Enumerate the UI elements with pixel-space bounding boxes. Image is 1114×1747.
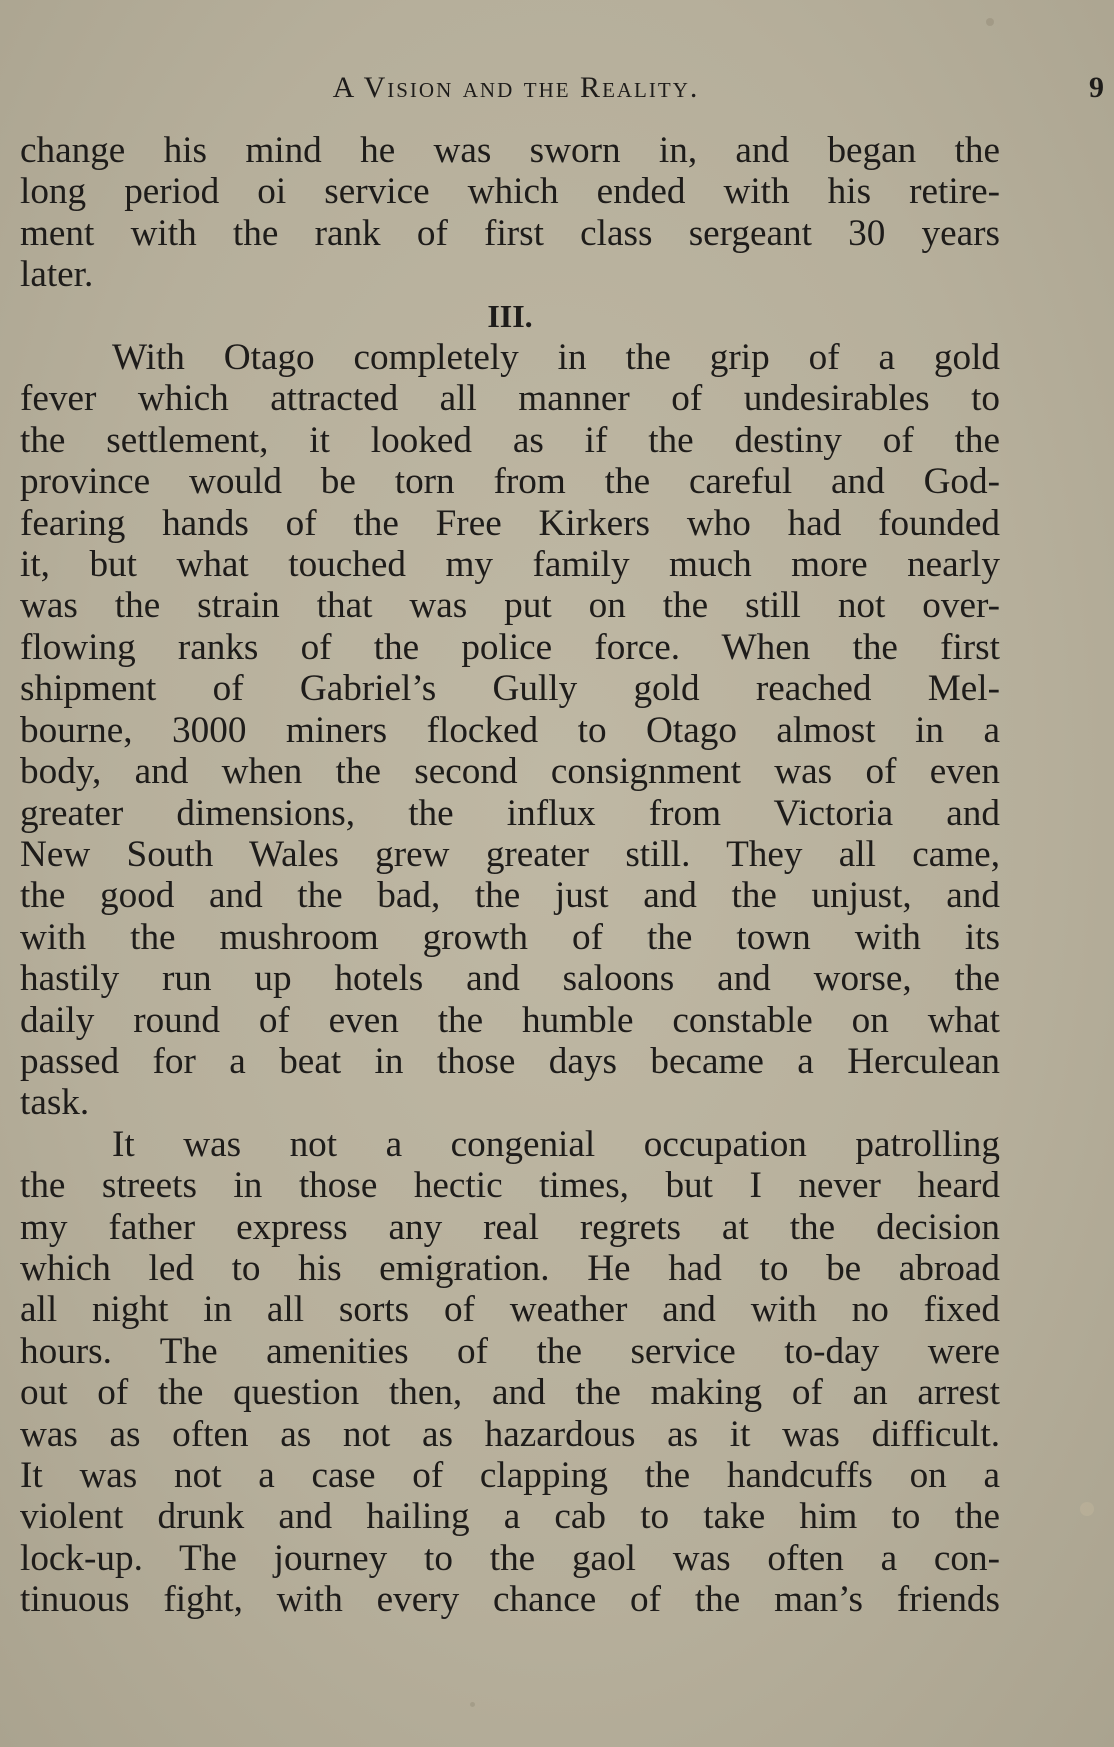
paragraph-1 [20,130,1000,296]
running-title: A Vision and the Reality. [332,71,700,104]
text-line: task. [20,1082,90,1124]
paper-speck [986,18,994,26]
text-line: the streets in those hectic times, but I never heard [20,1165,1000,1207]
text-line: my father express any real regrets at the decision [20,1206,1000,1248]
text-line: ment with the rank of first class sergeant 30 years [20,212,1000,254]
text-line: fever which attracted all manner of undesirables to [20,378,1000,420]
text-line: province would be torn from the careful and God- [20,461,1000,503]
text-line: hastily run up hotels and saloons and worse, the [20,958,1000,1000]
text-line: New South Wales grew greater still. They all came, [20,833,1000,875]
section-heading: III. [487,297,533,334]
text-line: With Otago completely in the grip of a gold [112,337,1000,379]
body-text [20,130,1000,1621]
text-line: it, but what touched my family much more nearly [20,544,1000,586]
text-line: greater dimensions, the influx from Victoria and [20,792,1000,834]
text-line: lock-up. The journey to the gaol was often a con- [20,1537,1000,1579]
text-line: passed for a beat in those days became a Herculean [20,1040,1000,1082]
text-line: It was not a congenial occupation patrolling [112,1123,1000,1165]
text-line: with the mushroom growth of the town with its [20,916,1000,958]
text-line: tinuous fight, with every chance of the man’s friends [20,1579,1000,1621]
text-line: shipment of Gabriel’s Gully gold reached Mel- [20,668,1000,710]
paper-speck [470,1702,475,1707]
page-number: 9 [1089,71,1104,104]
text-line: bourne, 3000 miners flocked to Otago almost in a [20,709,1000,751]
text-line: flowing ranks of the police force. When the first [20,626,1000,668]
text-line: fearing hands of the Free Kirkers who had founded [20,502,1000,544]
text-line: was the strain that was put on the still not over- [20,585,1000,627]
paragraph-2 [20,337,1000,1124]
text-line: violent drunk and hailing a cab to take him to the [20,1496,1000,1538]
text-line: later. [20,254,94,296]
text-line: the good and the bad, the just and the unjust, and [20,875,1000,917]
paragraph-3 [20,1124,1000,1621]
text-line: which led to his emigration. He had to be abroad [20,1247,1000,1289]
text-line: body, and when the second consignment was of even [20,751,1000,793]
text-line: long period oi service which ended with his retire- [20,171,1000,213]
page-header [22,68,1104,108]
text-line: daily round of even the humble constable on what [20,999,1000,1041]
text-line: out of the question then, and the making of an arrest [20,1372,1000,1414]
text-line: hours. The amenities of the service to-day were [20,1330,1000,1372]
paper-speck [1080,1502,1094,1516]
text-line: all night in all sorts of weather and with no fixed [20,1289,1000,1331]
text-line: was as often as not as hazardous as it was difficult. [20,1413,1000,1455]
text-line: It was not a case of clapping the handcuffs on a [20,1455,1000,1496]
text-line: the settlement, it looked as if the destiny of the [20,419,1000,461]
text-line: change his mind he was sworn in, and began the [20,130,1000,171]
